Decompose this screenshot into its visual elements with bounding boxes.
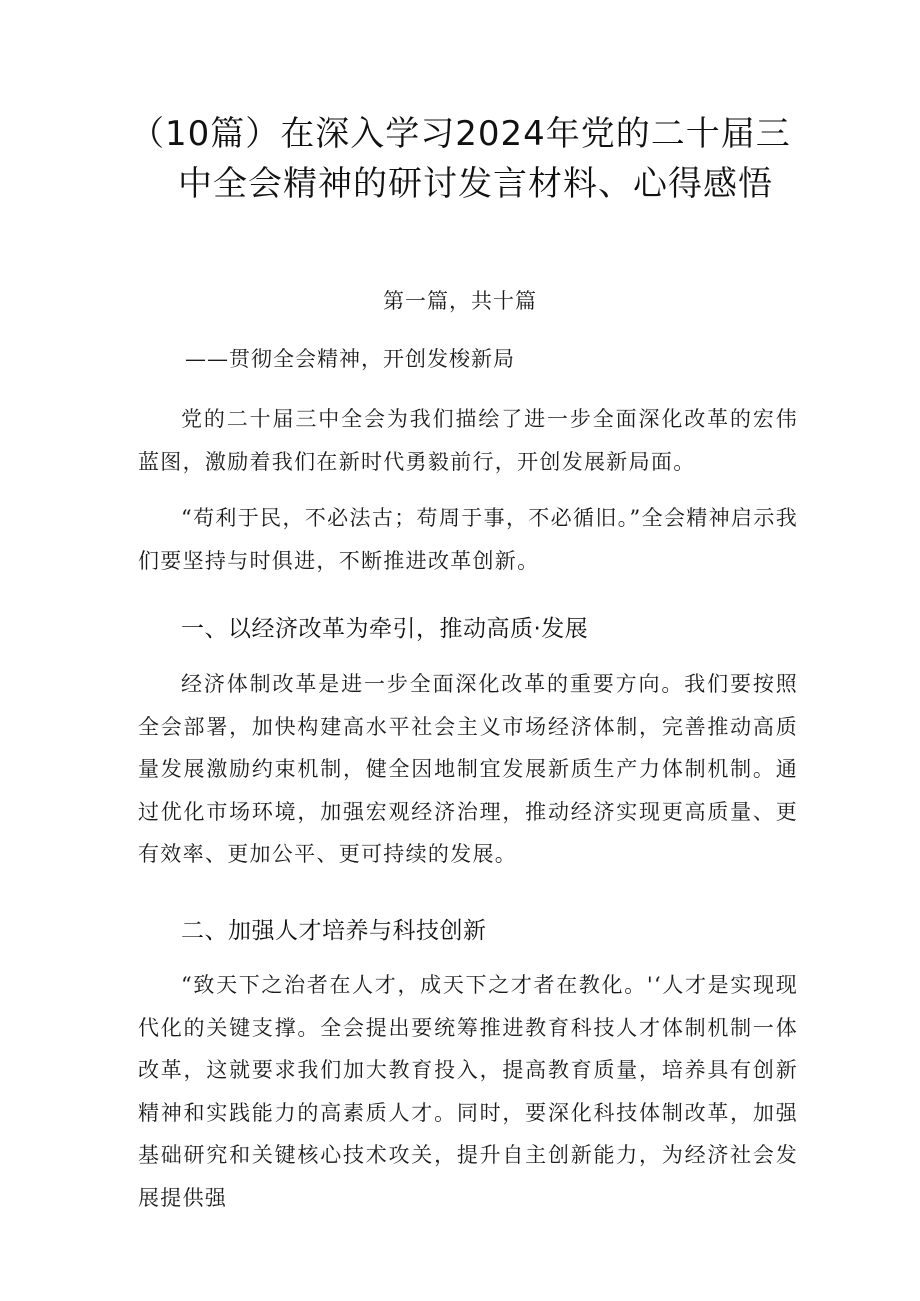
subtitle: ——贯彻全会精神，开创发梭新局 [185,347,515,371]
section-heading-2: 二、加强人才培养与科技创新 [181,918,487,944]
document-title-line-2: 中全会精神的研讨发言材料、心得感悟 [178,164,773,204]
section-1-body: 经济体制改革是进一步全面深化改革的重要方向。我们要按照全会部署，加快构建高水平社会主义市场经济体制，完善推动高质量发展激励约束机制，健全因地制宜发展新质生产力体制机制。通过优化市场环境，加强宏观经济治理，推动经济实现更高质量、更有效率、更加公平、更可持续的发展。 [138,672,798,866]
document-title-line-1: （10篇）在深入学习2024年党的二十届三 [130,114,791,154]
section-heading-1: 一、以经济改革为牵引，推动高质·发展 [181,616,589,642]
paragraph-intro-2: “苟利于民，不必法古；苟周于事，不必循旧。”全会精神启示我们要坚持与时俱进，不断推进改革创新。 [138,506,798,573]
paragraph-intro-1: 党的二十届三中全会为我们描绘了进一步全面深化改革的宏伟蓝图，激励着我们在新时代勇毅前行，开创发展新局面。 [138,407,798,474]
section-2-body: “致天下之治者在人才，成天下之才者在教化。'‘人才是实现现代化的关键支撑。全会提出要统筹推进教育科技人才体制机制一体改革，这就要求我们加大教育投入，提高教育质量，培养具有创新精神和实践能力的高素质人才。同时，要深化科技体制改革，加强基础研究和关键核心技术攻关，提升自主创新能力，为经济社会发展提供强 [138,973,798,1210]
part-label: 第一篇，共十篇 [383,289,537,313]
